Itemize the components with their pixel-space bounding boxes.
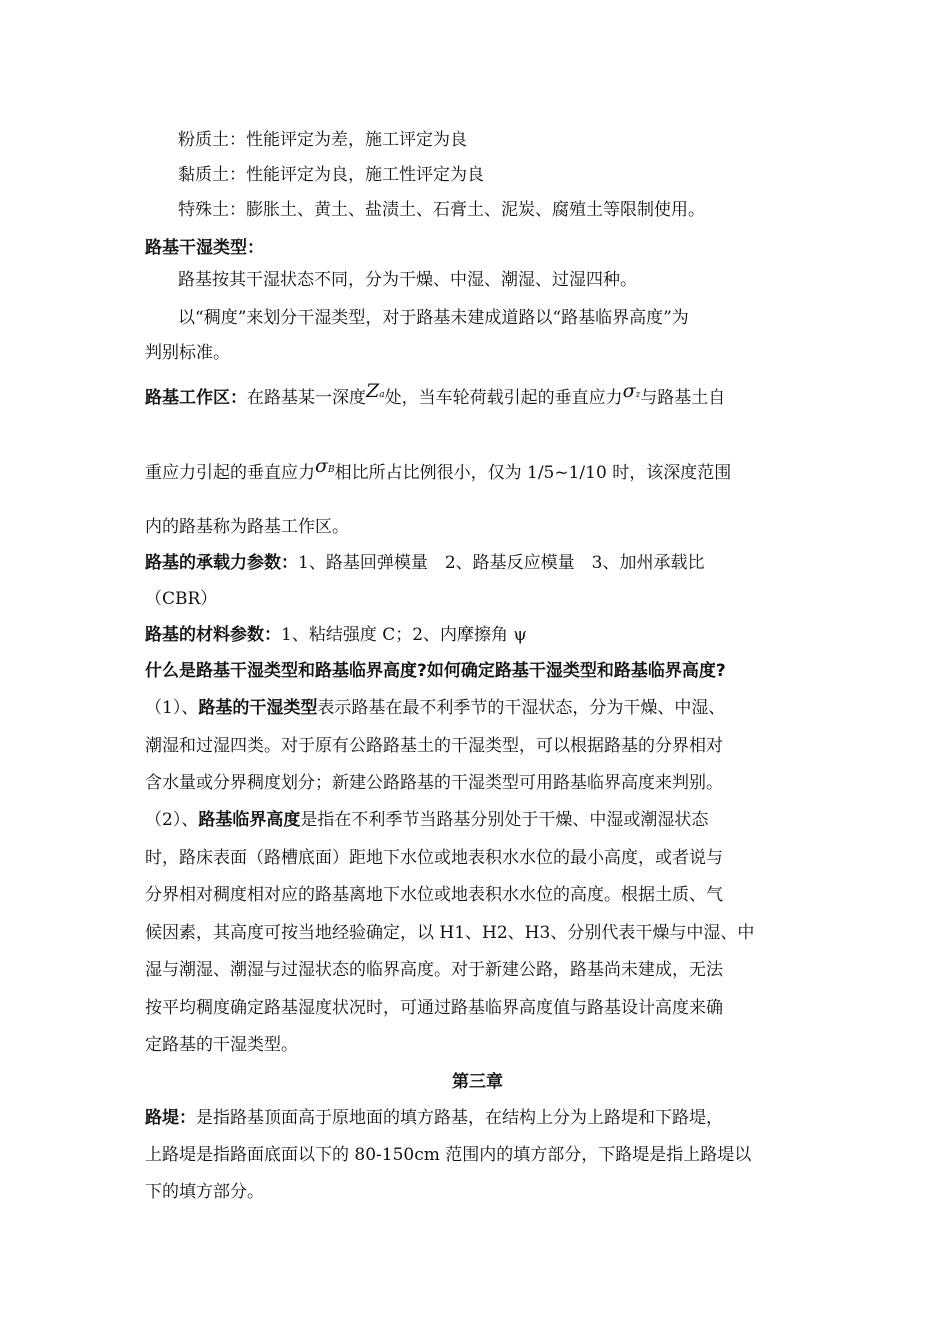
answer-1-term: 路基的干湿类型 [198, 698, 318, 718]
material-heading: 路基的材料参数： [145, 625, 281, 645]
work-zone-text-1: 在路基某一深度 [247, 388, 366, 408]
work-zone-line-2 [145, 455, 810, 486]
clay-soil-line: 黏质土：性能评定为良，施工性评定为良 [178, 165, 484, 185]
answer-1-prefix: （1）、 [145, 698, 199, 718]
work-zone-text-4: 重应力引起的垂直应力 [145, 463, 315, 483]
special-soil-line: 特殊土：膨胀土、黄土、盐渍土、石膏土、泥炭、腐殖土等限制使用。 [178, 200, 705, 220]
chapter-title: 第三章 [452, 1072, 503, 1092]
embankment-heading: 路堤： [145, 1108, 196, 1128]
answer-2-prefix: （2）、 [145, 810, 199, 830]
answer-2-line-5: 湿与潮湿、潮湿与过湿状态的临界高度。对于新建公路，路基尚未建成，无法 [145, 960, 723, 980]
work-zone-line-1 [145, 380, 810, 411]
answer-1-text: 表示路基在最不利季节的干湿状态，分为干燥、中湿、 [317, 698, 726, 718]
sigma-b-subscript: B [327, 465, 335, 475]
wet-type-paragraph-2b: 判别标准。 [145, 343, 230, 363]
answer-2-line-2: 时，路床表面（路槽底面）距地下水位或地表积水水位的最小高度，或者说与 [145, 848, 723, 868]
answer-2-line-6: 按平均稠度确定路基湿度状况时，可通过路基临界高度值与路基设计高度来确 [145, 998, 723, 1018]
work-zone-text-3: 与路基土自 [640, 388, 726, 408]
answer-2-line-1 [145, 810, 810, 830]
answer-2-line-7: 定路基的干湿类型。 [145, 1035, 298, 1055]
embankment-line-3: 下的填方部分。 [145, 1182, 264, 1202]
work-zone-text-5: 相比所占比例很小，仅为 1/5~1/10 时，该深度范围 [334, 463, 732, 483]
answer-2-text: 是指在不利季节当路基分别处于干燥、中湿或潮湿状态 [300, 810, 709, 830]
sigma-z-letter: σ [622, 380, 636, 402]
bearing-heading: 路基的承载力参数： [145, 553, 298, 573]
answer-2-line-3: 分界相对稠度相对应的路基离地下水位或地表积水水位的高度。根据土质、气 [145, 885, 723, 905]
depth-symbol-subscript: a [379, 390, 385, 400]
answer-1-line-3: 含水量或分界稠度划分；新建公路路基的干湿类型可用路基临界高度来判别。 [145, 773, 723, 793]
work-zone-line-3: 内的路基称为路基工作区。 [145, 517, 349, 537]
sigma-z-subscript: z [635, 390, 641, 400]
sigma-b-symbol [315, 455, 335, 477]
wet-type-heading: 路基干湿类型： [145, 238, 264, 258]
material-text: 1、粘结强度 C；2、内摩擦角 ψ [281, 625, 527, 645]
embankment-line-2: 上路堤是指路面底面以下的 80-150cm 范围内的填方部分，下路堤是指上路堤以 [145, 1145, 752, 1165]
bearing-cbr-line: （CBR） [145, 589, 218, 609]
embankment-text-1: 是指路基顶面高于原地面的填方路基，在结构上分为上路堤和下路堤， [196, 1108, 723, 1128]
material-line [145, 625, 810, 645]
sigma-z-symbol [623, 380, 641, 402]
embankment-line-1 [145, 1108, 810, 1128]
answer-1-line-2: 潮湿和过湿四类。对于原有公路路基土的干湿类型，可以根据路基的分界相对 [145, 736, 723, 756]
answer-2-term: 路基临界高度 [198, 810, 301, 830]
sigma-b-letter: σ [315, 455, 328, 477]
work-zone-heading: 路基工作区： [145, 388, 247, 408]
depth-symbol-letter: Z [366, 380, 380, 402]
depth-symbol [366, 380, 385, 402]
silt-soil-line: 粉质土：性能评定为差，施工评定为良 [178, 130, 467, 150]
wet-type-paragraph-2a: 以“稠度”来划分干湿类型，对于路基未建成道路以“路基临界高度”为 [178, 308, 689, 328]
answer-1-line-1 [145, 698, 810, 718]
question-heading: 什么是路基干湿类型和路基临界高度?如何确定路基干湿类型和路基临界高度? [145, 661, 726, 681]
work-zone-text-2: 处，当车轮荷载引起的垂直应力 [384, 388, 623, 408]
answer-2-line-4: 候因素，其高度可按当地经验确定，以 H1、H2、H3、分别代表干燥与中湿、中 [145, 923, 755, 943]
wet-type-paragraph-1: 路基按其干湿状态不同，分为干燥、中湿、潮湿、过湿四种。 [178, 270, 637, 290]
bearing-line [145, 553, 810, 573]
bearing-text: 1、路基回弹模量 2、路基反应模量 3、加州承载比 [298, 553, 705, 573]
